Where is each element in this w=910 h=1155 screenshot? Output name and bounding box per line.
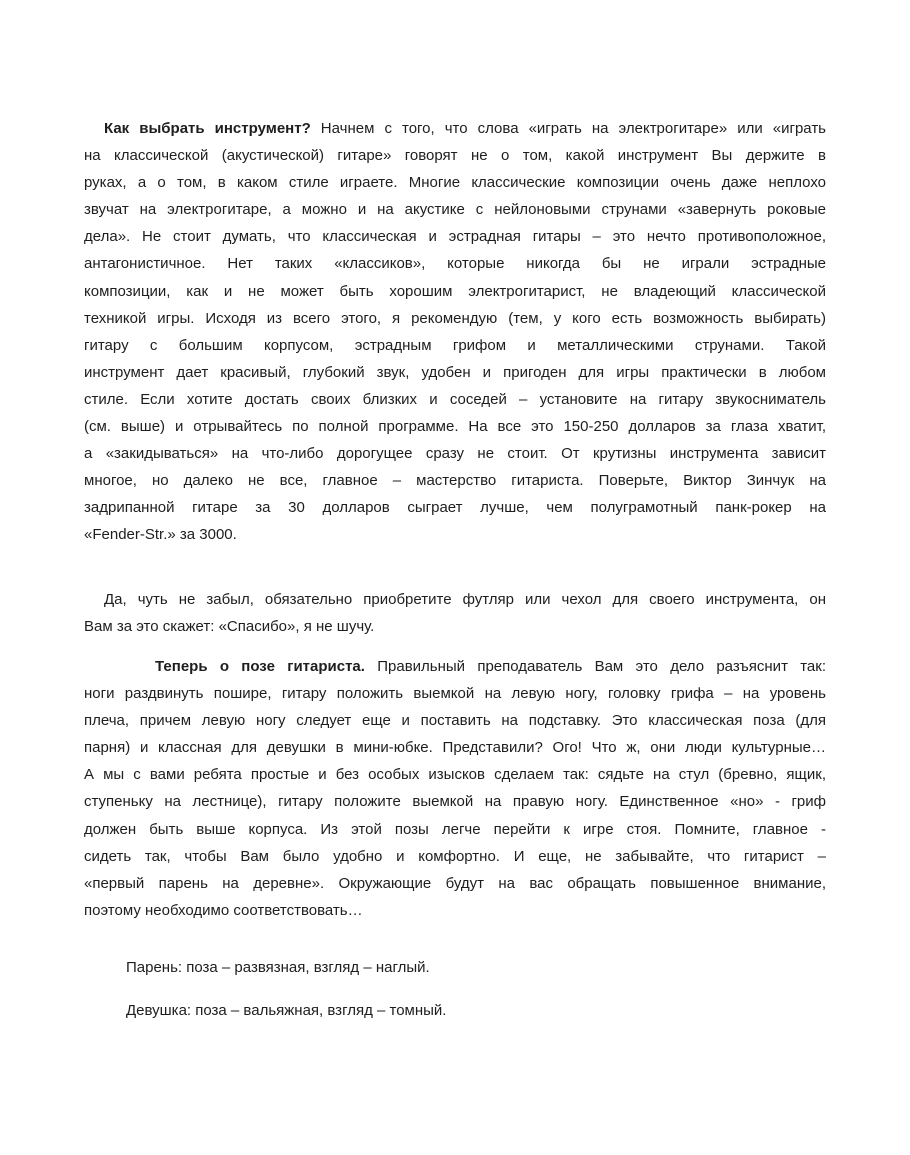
text-line: парня) и классная для девушки в мини-юбке. Представили? Ого! Что ж, они люди культурные… (84, 739, 826, 757)
text-line: Да, чуть не забыл, обязательно приобретите футляр или чехол для своего инструмента, он (104, 591, 826, 608)
text-line: гитару с большим корпусом, эстрадным грифом и металлическими струнами. Такой (84, 336, 826, 354)
text-line: задрипанной гитаре за 30 долларов сыграет лучше, чем полуграмотный панк-рокер на (84, 499, 826, 517)
posture-list-2 (84, 997, 826, 1024)
text-line (84, 115, 826, 142)
paragraph-choose-instrument (84, 115, 826, 549)
text-line: инструмент дает красивый, глубокий звук, удобен и пригоден для игры практически в любом (84, 363, 826, 381)
text-line: композиции, как и не может быть хорошим электрогитарист, не владеющий классической (84, 282, 826, 300)
posture-list (84, 954, 826, 981)
text-line: (см. выше) и отрывайтесь по полной программе. На все это 150-250 долларов за глаза хватит, (84, 418, 826, 436)
text-line: плеча, причем левую ногу следует еще и поставить на подставку. Это классическая поза (для (84, 712, 826, 730)
paragraph-guitarist-posture (84, 653, 826, 924)
text-line: многое, но далеко не все, главное – мастерство гитариста. Поверьте, Виктор Зинчук на (84, 472, 826, 490)
text-line: должен быть выше корпуса. Из этой позы легче перейти к игре стоя. Помните, главное - (84, 820, 826, 838)
text-line: на классической (акустической) гитаре» говорят не о том, какой инструмент Вы держите в (84, 147, 826, 165)
text-line: ступеньку на лестнице), гитару положите выемкой на правую ногу. Единственное «но» - гриф (84, 793, 826, 811)
text-line: ноги раздвинуть пошире, гитару положить выемкой на левую ногу, головку грифа – на уровень (84, 685, 826, 703)
text-line: А мы с вами ребята простые и без особых изысков сделаем так: сядьте на стул (бревно, ящик, (84, 766, 826, 784)
section-heading-posture: Теперь о позе гитариста. (155, 658, 365, 675)
text-line: техникой игры. Исходя из всего этого, я рекомендую (тем, у кого есть возможность выбирать) (84, 309, 826, 327)
text-line: стиле. Если хотите достать своих близких и соседей – установите на гитару звукосниматель (84, 390, 826, 408)
text-line: «Fender-Str.» за 3000. (84, 526, 237, 544)
text-span: Правильный преподаватель Вам это дело разъяснит так: (364, 658, 826, 675)
text-span: Начнем с того, что слова «играть на электрогитаре» или «играть (310, 120, 826, 137)
paragraph-case-advice (84, 586, 826, 640)
text-line: «первый парень на деревне». Окружающие будут на вас обращать повышенное внимание, (84, 874, 826, 892)
text-line: звучат на электрогитаре, а можно и на акустике с нейлоновыми струнами «завернуть роковые (84, 201, 826, 219)
text-line: дела». Не стоит думать, что классическая и эстрадная гитары – это нечто противоположное, (84, 228, 826, 246)
list-item-girl: Девушка: поза – вальяжная, взгляд – томный. (126, 1002, 447, 1019)
section-heading-choose-instrument: Как выбрать инструмент? (104, 120, 311, 137)
text-line: Вам за это скажет: «Спасибо», я не шучу. (84, 618, 375, 636)
text-line: антагонистичное. Нет таких «классиков», которые никогда бы не играли эстрадные (84, 255, 826, 273)
list-item-guy: Парень: поза – развязная, взгляд – наглый. (126, 959, 430, 976)
text-line: поэтому необходимо соответствовать… (84, 901, 363, 919)
text-line: сидеть так, чтобы Вам было удобно и комфортно. И еще, не забывайте, что гитарист – (84, 847, 826, 865)
text-line: руках, а о том, в каком стиле играете. Многие классические композиции очень даже неплохо (84, 174, 826, 192)
text-line: а «закидываться» на что-либо дорогущее сразу не стоит. От крутизны инструмента зависит (84, 445, 826, 463)
text-line (84, 653, 826, 680)
